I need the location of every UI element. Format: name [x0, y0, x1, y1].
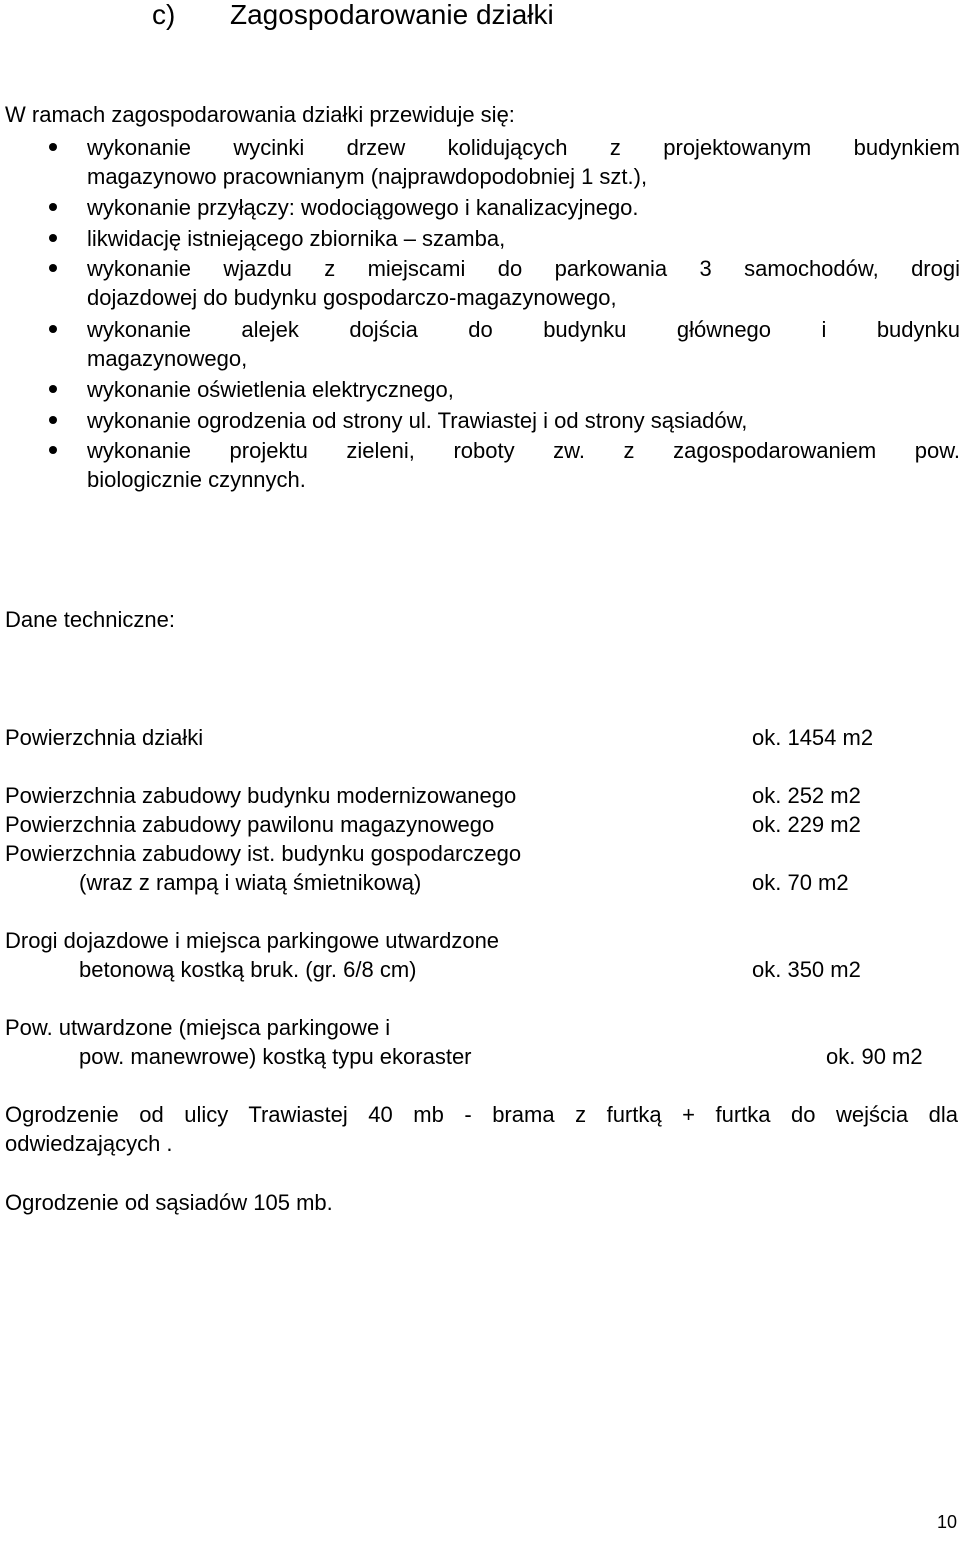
bullet-icon	[49, 203, 57, 211]
list-item-text: wykonanie wycinki drzew kolidujących z projektowanym budynkiem	[87, 135, 960, 160]
tech-row-label: Powierzchnia działki	[5, 725, 204, 750]
tech-row-label: Powierzchnia zabudowy ist. budynku gospodarczego	[5, 841, 522, 866]
tech-row-label: Drogi dojazdowe i miejsca parkingowe utwardzone	[5, 928, 500, 953]
bullet-icon	[49, 446, 57, 454]
intro-text: W ramach zagospodarowania działki przewiduje się:	[5, 102, 515, 127]
section-title: Zagospodarowanie działki	[230, 0, 554, 30]
tech-row-label: Powierzchnia zabudowy budynku modernizowanego	[5, 783, 517, 808]
list-item-text: magazynowo pracownianym (najprawdopodobniej 1 szt.),	[87, 164, 648, 189]
works-list	[0, 0, 960, 520]
list-item-text: wykonanie projektu zieleni, roboty zw. z zagospodarowaniem pow.	[87, 438, 960, 463]
list-item-text: wykonanie ogrodzenia od strony ul. Trawiastej i od strony sąsiadów,	[87, 408, 748, 433]
tech-row-value: ok. 90 m2	[826, 1044, 923, 1069]
tech-row-value: ok. 229 m2	[752, 812, 861, 837]
technical-data-title: Dane techniczne:	[5, 607, 175, 632]
list-item-text: wykonanie przyłączy: wodociągowego i kanalizacyjnego.	[87, 195, 639, 220]
tech-row-label: pow. manewrowe) kostką typu ekoraster	[79, 1044, 472, 1069]
section-number: c)	[152, 0, 176, 30]
bullet-icon	[49, 385, 57, 393]
list-item-text: likwidację istniejącego zbiornika – szamba,	[87, 226, 506, 251]
list-item-text: wykonanie alejek dojścia do budynku głównego i budynku	[87, 317, 960, 342]
bullet-icon	[49, 234, 57, 242]
list-item-text: magazynowego,	[87, 346, 248, 371]
tech-row-label: Powierzchnia zabudowy pawilonu magazynowego	[5, 812, 495, 837]
page-number: 10	[937, 1512, 958, 1532]
tech-row-label: (wraz z rampą i wiatą śmietnikową)	[79, 870, 422, 895]
tech-row-value: ok. 252 m2	[752, 783, 861, 808]
tech-row-value: ok. 350 m2	[752, 957, 861, 982]
bullet-icon	[49, 416, 57, 424]
tech-row-value: ok. 1454 m2	[752, 725, 874, 750]
tech-row-label: Pow. utwardzone (miejsca parkingowe i	[5, 1015, 391, 1040]
tech-row-value: ok. 70 m2	[752, 870, 849, 895]
fence-neighbors-text: Ogrodzenie od sąsiadów 105 mb.	[5, 1190, 333, 1215]
bullet-icon	[49, 143, 57, 151]
list-item-text: wykonanie oświetlenia elektrycznego,	[87, 377, 454, 402]
tech-row-label: betonową kostką bruk. (gr. 6/8 cm)	[79, 957, 417, 982]
bullet-icon	[49, 325, 57, 333]
list-item-text: dojazdowej do budynku gospodarczo-magazynowego,	[87, 285, 617, 310]
fence-street-text: Ogrodzenie od ulicy Trawiastej 40 mb - brama z furtką + furtka do wejścia dla	[5, 1102, 958, 1127]
bullet-icon	[49, 264, 57, 272]
fence-street-text: odwiedzających .	[5, 1131, 173, 1156]
list-item-text: biologicznie czynnych.	[87, 467, 306, 492]
list-item-text: wykonanie wjazdu z miejscami do parkowania 3 samochodów, drogi	[87, 256, 960, 281]
